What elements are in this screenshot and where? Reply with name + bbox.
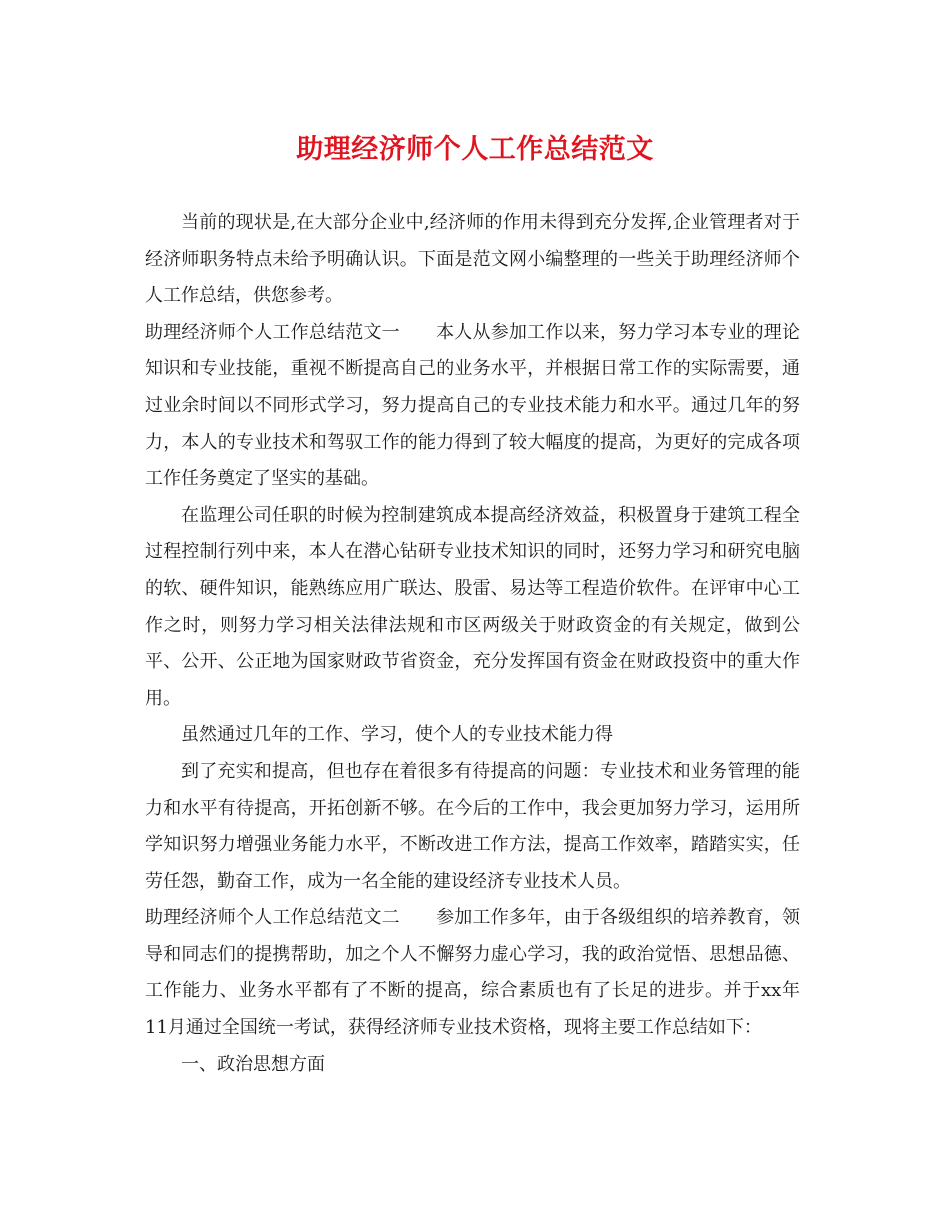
paragraph-text: 虽然通过几年的工作、学习，使个人的专业技术能力得 bbox=[181, 724, 613, 746]
paragraph-text: 当前的现状是,在大部分企业中,经济师的作用未得到充分发挥,企业管理者对于经济师职务特点未给予明确认识。下面是范文网小编整理的一些关于助理经济师个人工作总结，供您参考。 bbox=[145, 212, 800, 307]
section-heading: 助理经济师个人工作总结范文二 bbox=[145, 907, 400, 929]
section-heading: 助理经济师个人工作总结范文一 bbox=[145, 321, 400, 343]
paragraph-politics-heading bbox=[145, 1047, 800, 1084]
document-body bbox=[145, 205, 800, 1083]
paragraph-sample-one bbox=[145, 315, 800, 498]
paragraph-text: 到了充实和提高，但也存在着很多有待提高的问题：专业技术和业务管理的能力和水平有待提高，开拓创新不够。在今后的工作中，我会更加努力学习，运用所学知识努力增强业务能力水平，不断改进工作方法，提高工作效率，踏踏实实，任劳任怨，勤奋工作，成为一名全能的建设经济专业技术人员。 bbox=[145, 760, 800, 892]
paragraph-text: 本人从参加工作以来，努力学习本专业的理论知识和专业技能，重视不断提高自己的业务水平，并根据日常工作的实际需要，通过业余时间以不同形式学习，努力提高自己的专业技术能力和水平。通过几年的努力，本人的专业技术和驾驭工作的能力得到了较大幅度的提高，为更好的完成各项工作任务奠定了坚实的基础。 bbox=[145, 321, 801, 490]
paragraph-text: 一、政治思想方面 bbox=[181, 1053, 325, 1075]
paragraph-text: 参加工作多年，由于各级组织的培养教育，领导和同志们的提携帮助，加之个人不懈努力虚心学习，我的政治觉悟、思想品德、工作能力、业务水平都有了不断的提高，综合素质也有了长足的进步。并于xx年11月通过全国统一考试，获得经济师专业技术资格，现将主要工作总结如下： bbox=[145, 907, 801, 1039]
paragraph-text: 在监理公司任职的时候为控制建筑成本提高经济效益，积极置身于建筑工程全过程控制行列中来，本人在潜心钻研专业技术知识的同时，还努力学习和研究电脑的软、硬件知识，能熟练应用广联达、股雷、易达等工程造价软件。在评审中心工作之时，则努力学习相关法律法规和市区两级关于财政资金的有关规定，做到公平、公开、公正地为国家财政节省资金，充分发挥国有资金在财政投资中的重大作用。 bbox=[145, 504, 800, 709]
paragraph-sample-two bbox=[145, 900, 800, 1046]
paragraph-improvement bbox=[145, 754, 800, 900]
paragraph-intro bbox=[145, 205, 800, 315]
document-title: 助理经济师个人工作总结范文 bbox=[296, 134, 654, 165]
paragraph-supervision bbox=[145, 498, 800, 718]
paragraph-although bbox=[145, 717, 800, 754]
